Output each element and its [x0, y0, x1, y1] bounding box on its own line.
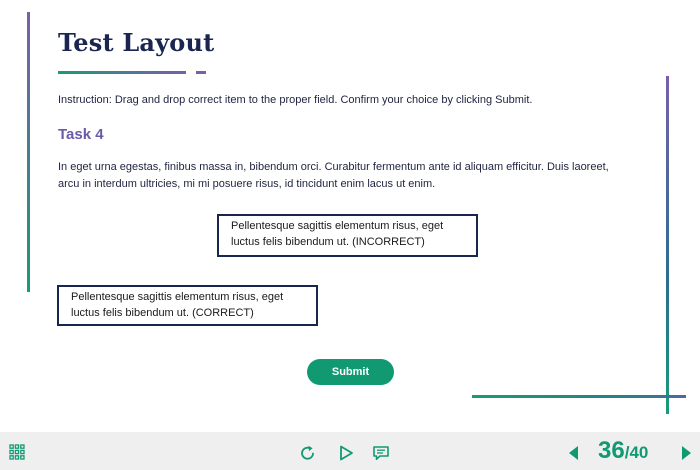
submit-button[interactable]: Submit — [307, 359, 394, 385]
replay-icon[interactable] — [298, 443, 318, 463]
left-decor-line — [27, 12, 30, 292]
total-slides-number: 40 — [629, 443, 649, 462]
drag-item-correct[interactable]: Pellentesque sagittis elementum risus, eget luctus felis bibendum ut. (CORRECT) — [57, 285, 318, 326]
title-underline — [58, 71, 186, 74]
current-slide-number: 36 — [598, 437, 625, 464]
slide-counter — [598, 437, 648, 465]
title-dash — [196, 71, 206, 74]
next-icon[interactable] — [676, 443, 696, 463]
page-title: Test Layout — [58, 28, 215, 57]
previous-icon[interactable] — [564, 443, 584, 463]
task-body-text: In eget urna egestas, finibus massa in, bibendum orci. Curabitur fermentum ante id aliquam efficitur. Duis laoreet, arcu in interdum ultricies, mi mi posuere risus, id tincidunt enim lacus ut enim. — [58, 161, 609, 190]
right-decor-line — [666, 76, 669, 414]
instruction-text: Instruction: Drag and drop correct item to the proper field. Confirm your choice by clicking Submit. — [58, 94, 533, 106]
grid-menu-icon[interactable] — [9, 444, 25, 460]
play-icon[interactable] — [336, 443, 356, 463]
task-heading: Task 4 — [58, 126, 104, 143]
drag-item-incorrect[interactable]: Pellentesque sagittis elementum risus, eget luctus felis bibendum ut. (INCORRECT) — [217, 214, 478, 257]
transcript-icon[interactable] — [371, 443, 391, 463]
counter-separator: / — [624, 443, 630, 462]
bottom-decor-line — [472, 395, 686, 398]
